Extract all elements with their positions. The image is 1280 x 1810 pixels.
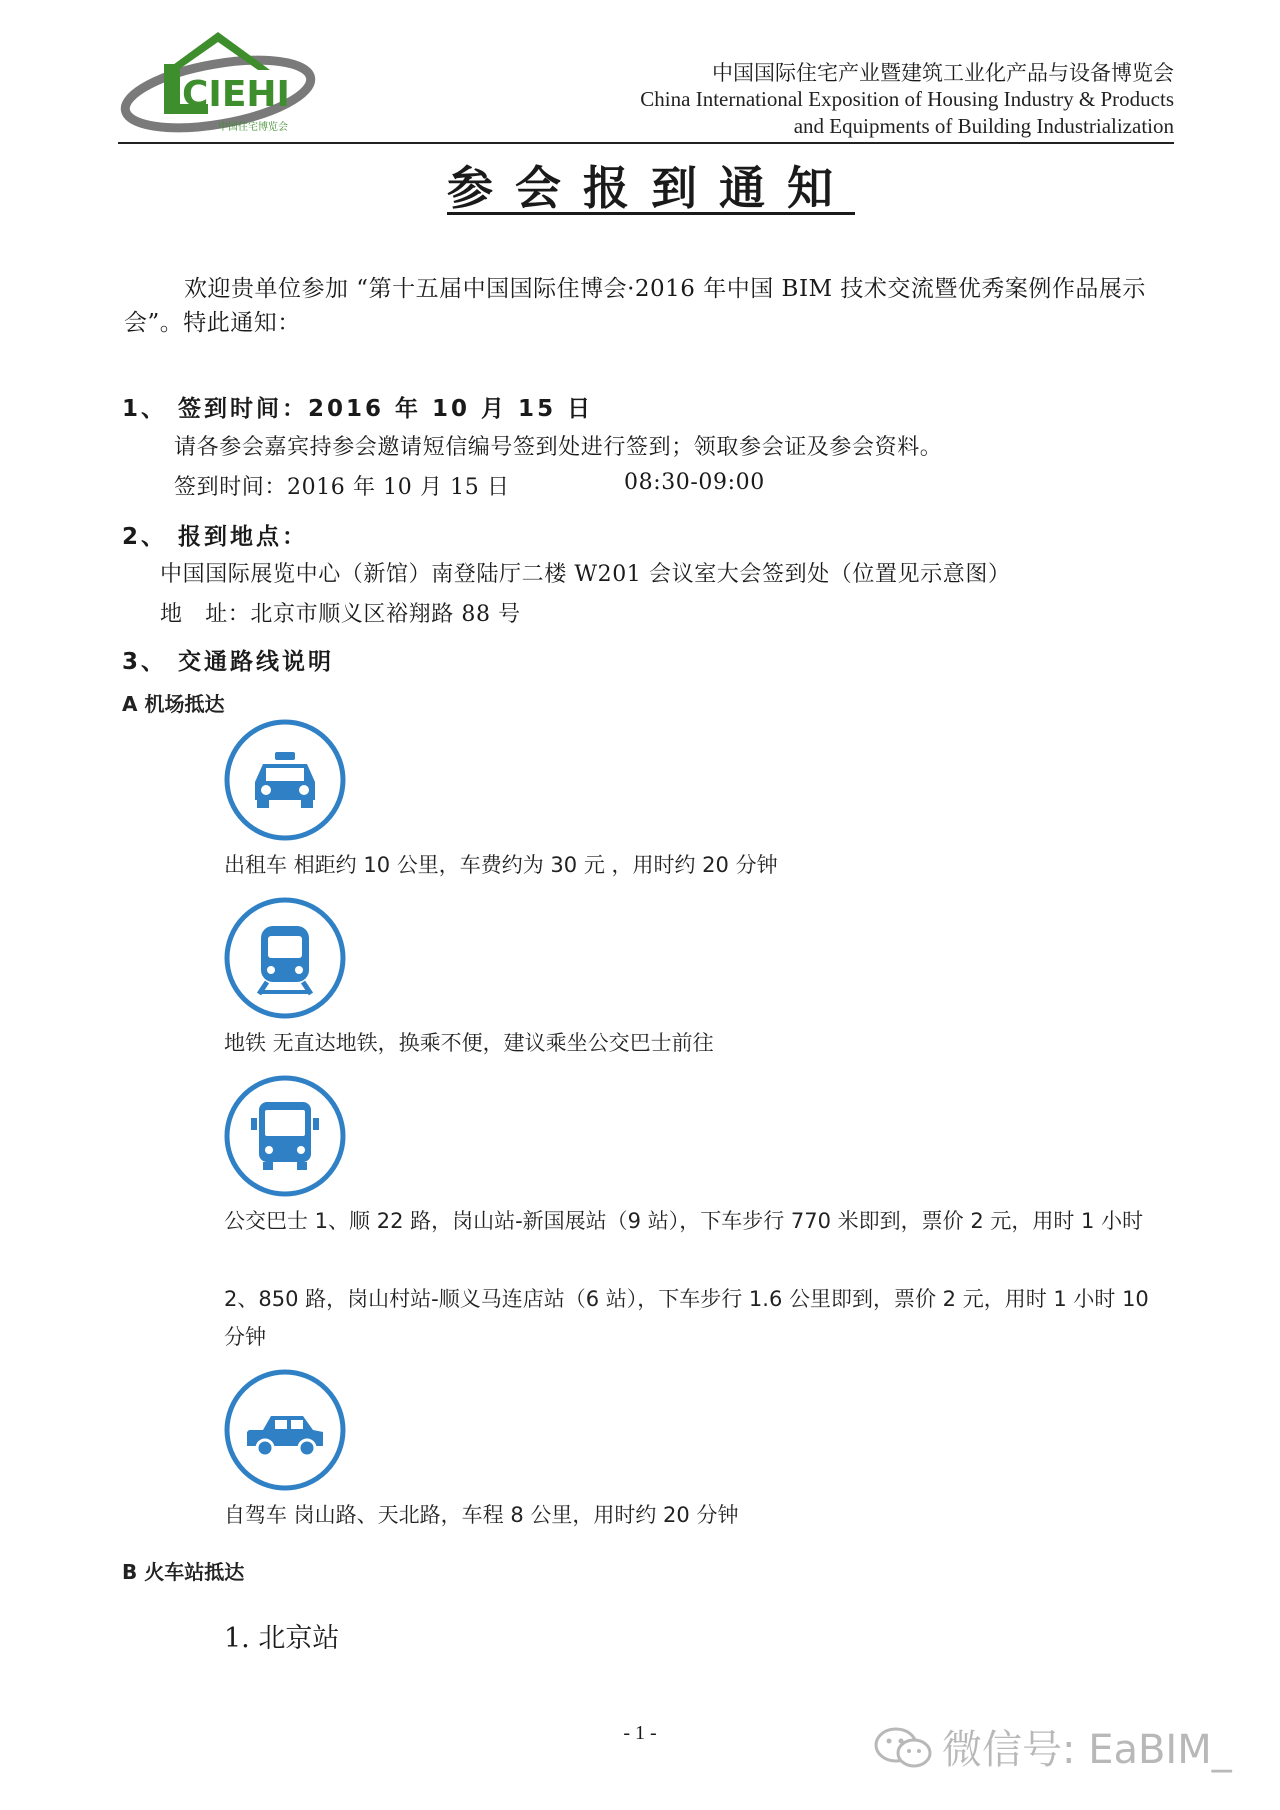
logo-wordmark: CIEHI bbox=[182, 74, 290, 115]
airport-arrival-heading: A 机场抵达 bbox=[122, 692, 225, 716]
section-1-time-label: 签到时间：2016 年 10 月 15 日 bbox=[174, 475, 510, 500]
org-header bbox=[640, 60, 1174, 140]
subway-icon bbox=[223, 896, 347, 1020]
header-divider bbox=[118, 142, 1174, 144]
car-icon bbox=[223, 1368, 347, 1492]
section-1-heading: 1、 签到时间：2016 年 10 月 15 日 bbox=[122, 396, 594, 422]
wechat-watermark bbox=[872, 1718, 1232, 1775]
subway-info: 地铁 无直达地铁，换乘不便，建议乘坐公交巴士前往 bbox=[224, 1031, 714, 1055]
bus-info-route-1: 公交巴士 1、顺 22 路，岗山站-新国展站（9 站），下车步行 770 米即到，票价 2 元，用时 1 小时 bbox=[224, 1209, 1144, 1233]
section-1-time-range: 08:30-09:00 bbox=[624, 470, 765, 495]
section-2-heading: 2、 报到地点： bbox=[122, 524, 309, 550]
beijing-station-item: 1. 北京站 bbox=[224, 1623, 340, 1654]
watermark-text: 微信号: EaBIM_ bbox=[942, 1727, 1232, 1773]
page-title-text: 参会报到通知 bbox=[447, 161, 855, 215]
intro-paragraph: 欢迎贵单位参加 “第十五届中国国际住博会·2016 年中国 BIM 技术交流暨优秀案例作品展示会”。特此通知： bbox=[124, 276, 1146, 336]
ciehi-logo bbox=[118, 22, 318, 140]
car-info: 自驾车 岗山路、天北路，车程 8 公里，用时约 20 分钟 bbox=[224, 1503, 739, 1527]
section-1-line-1: 请各参会嘉宾持参会邀请短信编号签到处进行签到；领取参会证及参会资料。 bbox=[174, 435, 943, 460]
org-name-zh: 中国国际住宅产业暨建筑工业化产品与设备博览会 bbox=[712, 61, 1174, 85]
page-number: - 1 - bbox=[623, 1722, 657, 1744]
wechat-icon bbox=[872, 1725, 934, 1769]
train-arrival-heading: B 火车站抵达 bbox=[122, 1560, 245, 1584]
section-2-venue: 中国国际展览中心（新馆）南登陆厅二楼 W201 会议室大会签到处（位置见示意图） bbox=[160, 562, 1011, 587]
taxi-info: 出租车 相距约 10 公里，车费约为 30 元 ，用时约 20 分钟 bbox=[224, 853, 778, 877]
taxi-icon bbox=[223, 718, 347, 842]
section-2-address: 地 址：北京市顺义区裕翔路 88 号 bbox=[160, 602, 521, 627]
section-3-heading: 3、 交通路线说明 bbox=[122, 649, 335, 675]
page-title bbox=[0, 152, 1280, 218]
bus-icon bbox=[223, 1074, 347, 1198]
org-name-en-line1: China International Exposition of Housing Industry & Products bbox=[640, 87, 1174, 111]
logo-subtext: 中国住宅博览会 bbox=[218, 122, 288, 133]
bus-info-route-2: 2、850 路，岗山村站-顺义马连店站（6 站），下车步行 1.6 公里即到，票价 2 元，用时 1 小时 10 分钟 bbox=[224, 1287, 1149, 1349]
org-name-en-line2: and Equipments of Building Industrialization bbox=[793, 114, 1174, 138]
